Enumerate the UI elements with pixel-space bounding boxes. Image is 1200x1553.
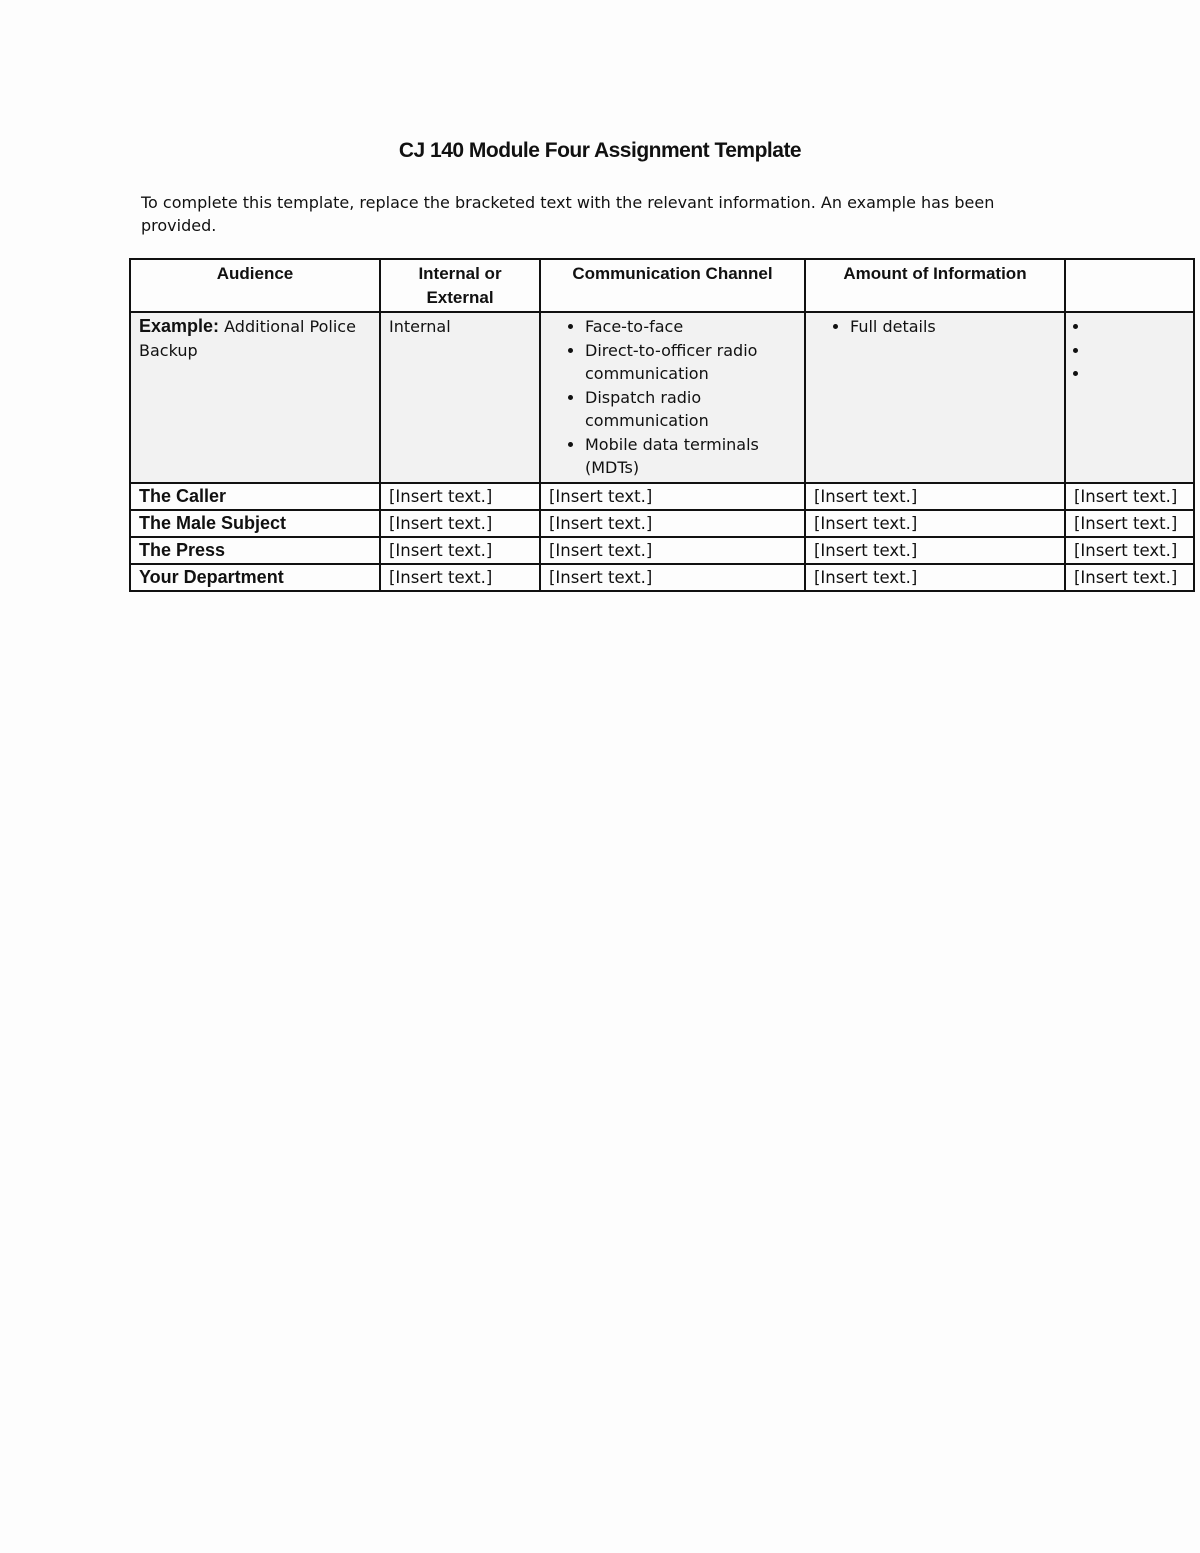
row-label: Your Department [130, 564, 380, 591]
example-audience[interactable] [130, 312, 380, 483]
header-audience: Audience [130, 259, 380, 312]
list-item: • Face-to-face [585, 315, 796, 339]
row-label: The Press [130, 537, 380, 564]
row-label: The Caller [130, 483, 380, 510]
header-amount: Amount of Information [805, 259, 1065, 312]
list-item: • Dispatch radio communication [585, 386, 796, 433]
example-label: Example: [139, 316, 220, 336]
example-col5[interactable] [1065, 312, 1194, 483]
table-cell[interactable]: [Insert text.] [805, 483, 1065, 510]
table-cell[interactable]: [Insert text.] [380, 564, 540, 591]
example-audience-text: Additional Police Backup [139, 317, 356, 360]
document-title: CJ 140 Module Four Assignment Template [398, 139, 802, 162]
table-cell[interactable]: [Insert text.] [1065, 510, 1194, 537]
list-item: • Direct-to-officer radio communication [585, 339, 796, 386]
table-cell[interactable]: [Insert text.] [540, 537, 805, 564]
table-cell[interactable]: [Insert text.] [380, 510, 540, 537]
table-row [130, 483, 1194, 510]
table-cell[interactable]: [Insert text.] [540, 510, 805, 537]
row-label: The Male Subject [130, 510, 380, 537]
table-row [130, 537, 1194, 564]
table-cell[interactable]: [Insert text.] [380, 537, 540, 564]
table-cell[interactable]: [Insert text.] [805, 564, 1065, 591]
list-item [1090, 339, 1185, 363]
table-cell[interactable]: [Insert text.] [540, 483, 805, 510]
header-channel: Communication Channel [540, 259, 805, 312]
list-item [1090, 362, 1185, 386]
table-cell[interactable]: [Insert text.] [805, 537, 1065, 564]
header-row [130, 259, 1194, 312]
list-item [1090, 315, 1185, 339]
list-item: • Mobile data terminals (MDTs) [585, 433, 796, 480]
table-row [130, 564, 1194, 591]
instructions: To complete this template, replace the bracketed text with the relevant information. An example has been provided. [141, 193, 995, 235]
example-internal-external[interactable]: Internal [380, 312, 540, 483]
list-item: • Full details [850, 315, 1056, 339]
table-cell[interactable]: [Insert text.] [1065, 537, 1194, 564]
header-internal-external: Internal or External [380, 259, 540, 312]
example-channels[interactable] [540, 312, 805, 483]
table-cell[interactable]: [Insert text.] [1065, 564, 1194, 591]
header-col5 [1065, 259, 1194, 312]
table-cell[interactable]: [Insert text.] [1065, 483, 1194, 510]
example-row [130, 312, 1194, 483]
table-cell[interactable]: [Insert text.] [540, 564, 805, 591]
communication-table [129, 258, 1195, 592]
table-cell[interactable]: [Insert text.] [805, 510, 1065, 537]
example-amount[interactable] [805, 312, 1065, 483]
table-cell[interactable]: [Insert text.] [380, 483, 540, 510]
table-row [130, 510, 1194, 537]
